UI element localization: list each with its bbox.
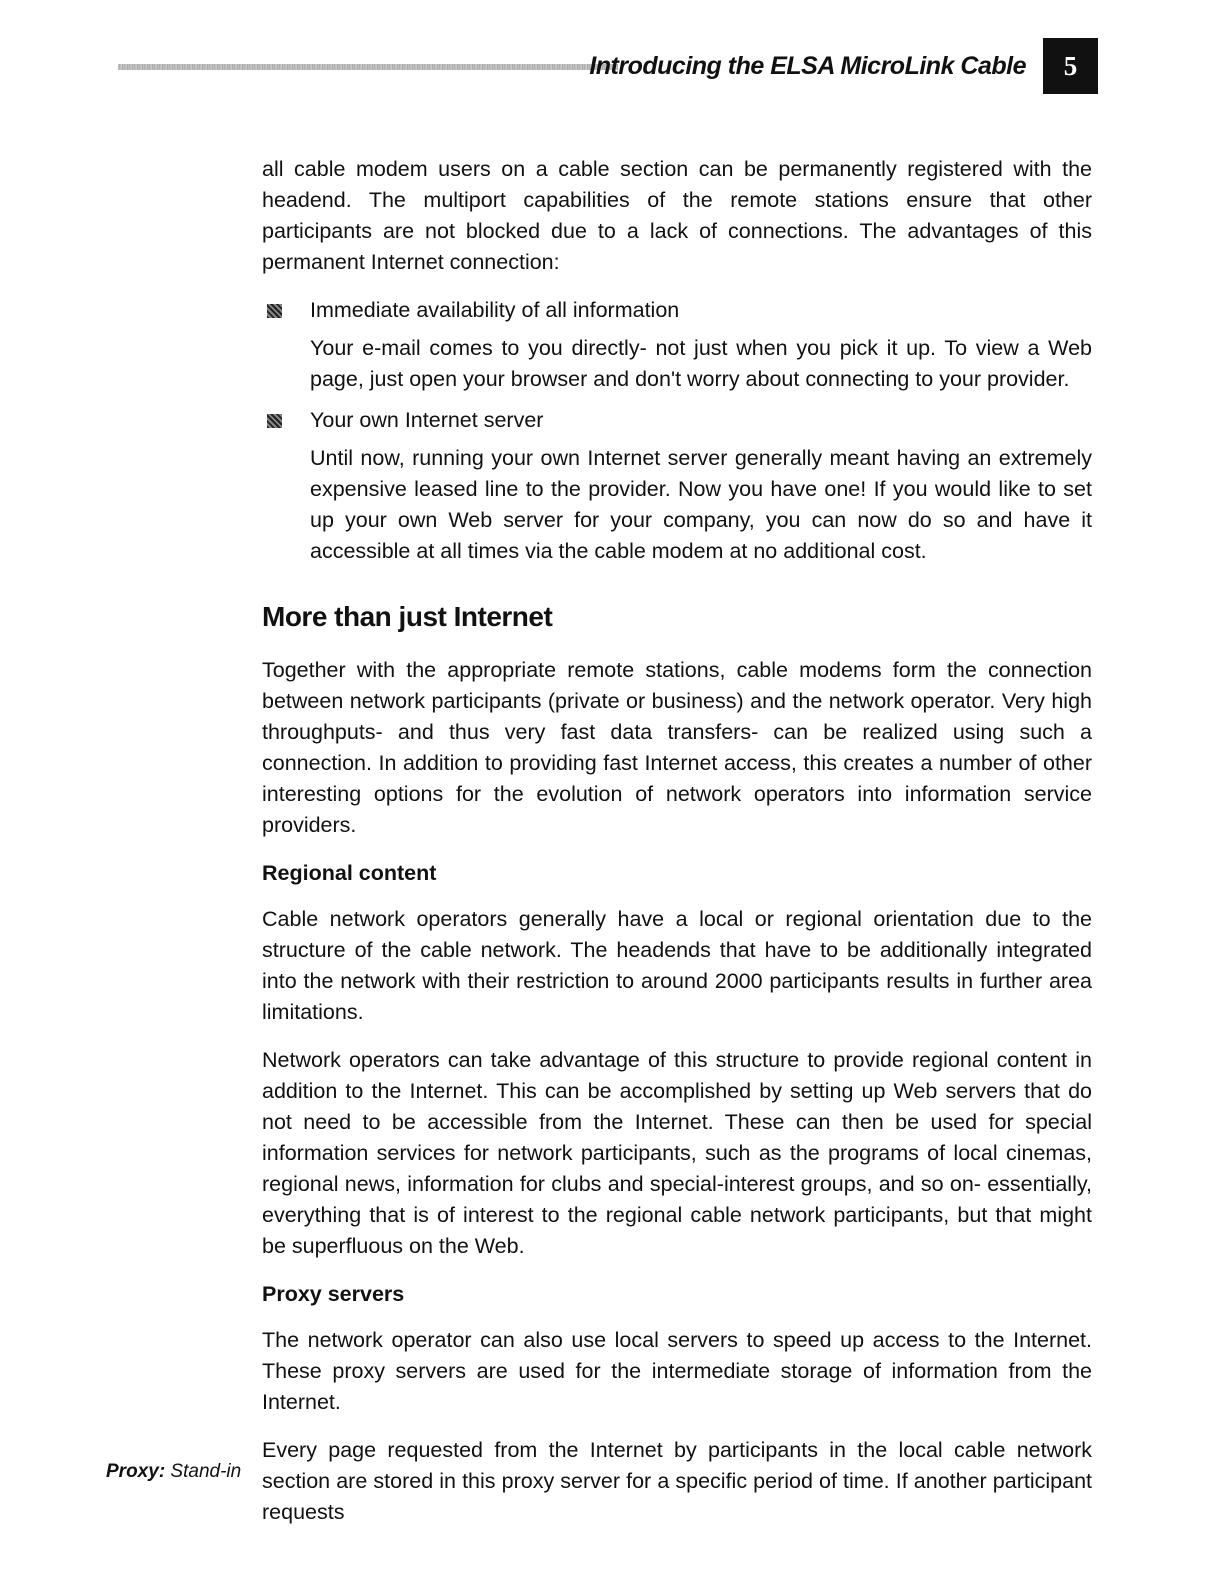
bullet-description: Your e-mail comes to you directly- not just when you pick it up. To view a Web page, just open your browser and don't worry about connecting to your provider. [310, 336, 1092, 391]
section-paragraph: Every page requested from the Internet by participants in the local cable network section are stored in this proxy server for a specific period of time. If another participant requests [262, 1438, 1092, 1524]
bullet-description: Until now, running your own Internet server generally meant having an extremely expensive leased line to the provider. Now you have one! If you would like to set up your own Web server for your company, you can now do so and have it accessible at all times via the cable modem at no additional cost. [310, 446, 1092, 563]
bullet-title: Immediate availability of all information [310, 298, 680, 322]
page-body [262, 154, 1092, 1528]
margin-note-term: Proxy [106, 1461, 159, 1482]
section-paragraph: Network operators can take advantage of this structure to provide regional content in addition to the Internet. This can be accomplished by setting up Web servers that do not need to be accessible from the Internet. These can then be used for special information services for network participants, such as the programs of local cinemas, regional news, information for clubs and special-interest groups, and so on- essentially, everything that is of interest to the regional cable network participants, but that might be superfluous on the Web. [262, 1048, 1092, 1258]
margin-note [106, 1461, 241, 1483]
section-paragraph: The network operator can also use local servers to speed up access to the Internet. These proxy servers are used for the intermediate storage of information from the Internet. [262, 1328, 1092, 1414]
subsection-heading-proxy-servers: Proxy servers [262, 1282, 405, 1306]
section-paragraph: Together with the appropriate remote stations, cable modems form the connection between network participants (private or business) and the network operator. Very high throughputs- and thus very fast data transfers- can be realized using such a connection. In addition to providing fast Internet access, this creates a number of other interesting options for the evolution of network operators into information service providers. [262, 658, 1092, 837]
margin-note-colon: : [158, 1461, 166, 1482]
section-paragraph: Cable network operators generally have a local or regional orientation due to the structure of the cable network. The headends that have to be additionally integrated into the network with their restriction to around 2000 participants results in further area limitations. [262, 907, 1092, 1024]
margin-note-definition: Stand-in [170, 1461, 242, 1482]
page-number: 5 [1043, 38, 1098, 94]
bullet-square-icon [267, 414, 282, 428]
header-rule [118, 64, 618, 70]
bullet-square-icon [267, 304, 282, 318]
running-title: Introducing the ELSA MicroLink Cable [589, 52, 1026, 80]
bullet-title: Your own Internet server [310, 408, 544, 432]
intro-paragraph: all cable modem users on a cable section can be permanently registered with the headend. The multiport capabilities of the remote stations ensure that other participants are not blocked due to a lack of connections. The advantages of this permanent Internet connection: [262, 157, 1092, 274]
page-header [118, 38, 1098, 94]
bullet-item [262, 405, 1092, 567]
section-heading-more-than-internet: More than just Internet [262, 601, 553, 632]
bullet-item [262, 295, 1092, 395]
subsection-heading-regional-content: Regional content [262, 861, 437, 885]
